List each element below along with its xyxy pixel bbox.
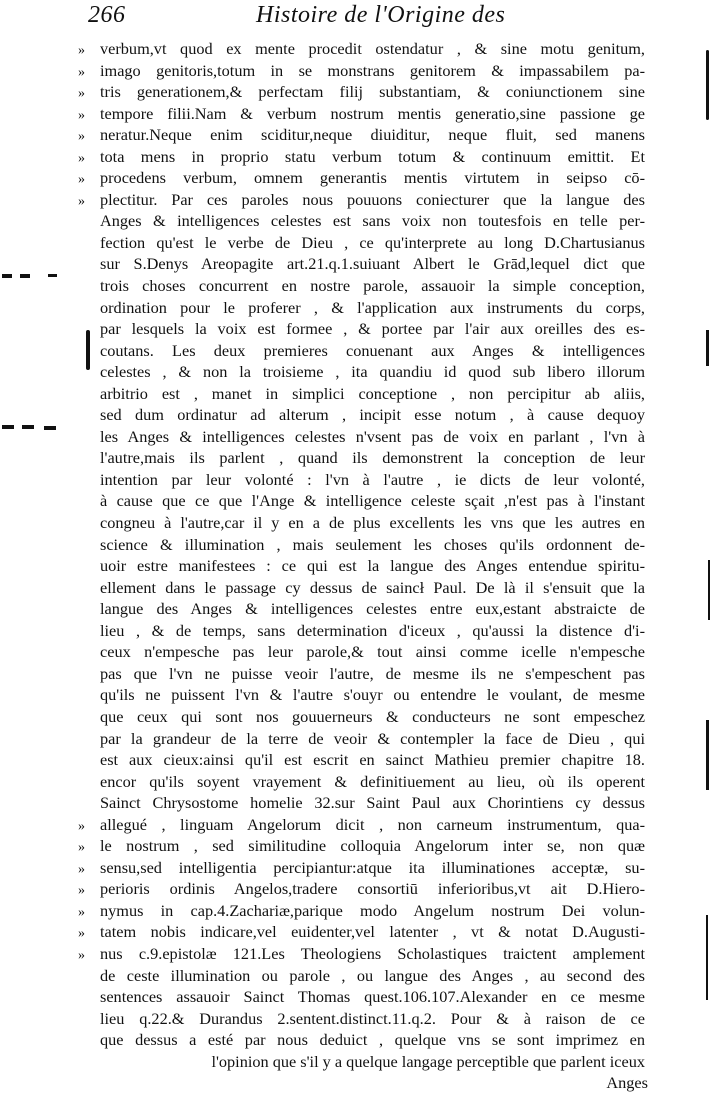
line-text: lieu q.22.& Durandus 2.sentent.distinct.11.q.2. Pour & à raison de ce (100, 1008, 645, 1028)
margin-bracket-mark (708, 560, 710, 620)
text-line (78, 900, 648, 922)
text-line (78, 814, 648, 836)
text-line (78, 641, 648, 663)
text-line (78, 404, 648, 426)
text-line (78, 275, 648, 297)
text-line (78, 792, 648, 814)
text-line (78, 490, 648, 512)
text-line (78, 771, 648, 793)
text-line (78, 103, 648, 125)
line-text: sensu,sed intelligentia percipiantur:atque ita illuminationes acceptæ, su- (100, 857, 645, 877)
line-text: trois choses concurrent en nostre parole, assauoir la simple conception, (100, 276, 645, 296)
text-line (78, 383, 648, 405)
quote-mark: » (78, 818, 85, 834)
text-line (78, 663, 648, 685)
line-text: allegué , linguam Angelorum dicit , non carneum instrumentum, qua- (100, 814, 645, 834)
running-title: Histoire de l'Origine des (256, 2, 506, 28)
quote-mark: » (78, 947, 85, 963)
quote-mark: » (78, 86, 85, 102)
line-text: congneu à l'autre,car il y en a de plus excellents les vns que les autres en (100, 513, 645, 533)
page-header (88, 2, 648, 40)
page-body (78, 38, 648, 1094)
line-text: nymus in cap.4.Zachariæ,parique modo Angelum nostrum Dei volun- (100, 900, 645, 920)
line-text: fection qu'est le verbe de Dieu , ce qu'interprete au long D.Chartusianus (100, 232, 645, 252)
text-line (78, 124, 648, 146)
line-text: ellement dans le passage cy dessus de saincł Paul. De là il s'ensuit que la (100, 577, 645, 597)
quote-mark: » (78, 840, 85, 856)
quote-mark: » (78, 43, 85, 58)
line-text: intention par leur volonté : l'vn à l'autre , ie dicts de leur volonté, (100, 469, 645, 489)
line-text: à cause que ce que l'Ange & intelligence celeste sçait ,n'est pas à l'instant (100, 491, 645, 511)
quote-mark: » (78, 926, 85, 942)
line-text: ordination pour le proferer , & l'application aux instruments du corps, (100, 297, 645, 317)
margin-tick-mark (48, 274, 57, 277)
line-text: tota mens in proprio statu verbum totum & continuum emittit. Et (100, 146, 645, 166)
text-line (78, 921, 648, 943)
text-line (78, 986, 648, 1008)
margin-bracket-mark (86, 330, 90, 370)
margin-tick-mark (2, 425, 14, 429)
line-text: l'autre,mais ils parlent , quand ils demonstrent la conception de leur (100, 448, 645, 468)
text-line (78, 253, 648, 275)
margin-tick-mark (44, 426, 56, 430)
text-line (78, 447, 648, 469)
line-text: Anges & intelligences celestes est sans voix non toutesfois en telle per- (100, 211, 645, 231)
text-line (78, 469, 648, 491)
quote-mark: » (78, 172, 85, 188)
text-line (78, 577, 648, 599)
line-text: de ceste illumination ou parole , ou langue des Anges , au second des (100, 965, 645, 985)
text-line (78, 1029, 648, 1051)
quote-mark: » (78, 883, 85, 899)
line-text: science & illumination , mais seulement les choses qu'ils ordonnent de- (100, 534, 645, 554)
text-line (78, 146, 648, 168)
text-line (78, 835, 648, 857)
margin-tick-mark (20, 274, 30, 278)
quote-mark: » (78, 904, 85, 920)
line-text: tatem nobis indicare,vel euidenter,vel latenter , vt & notat D.Augusti- (100, 922, 645, 942)
quote-mark: » (78, 64, 85, 80)
text-line (78, 1051, 648, 1073)
line-text: verbum,vt quod ex mente procedit ostendatur , & sine motu genitum, (100, 39, 645, 58)
line-text: par la grandeur de la terre de veoir & contempler la face de Dieu , qui (100, 728, 645, 748)
text-line (78, 340, 648, 362)
text-line (78, 943, 648, 965)
text-line (78, 232, 648, 254)
line-text: encor qu'ils soyent vrayement & definitiuement au lieu, où ils operent (100, 771, 645, 791)
line-text: est aux cieux:ainsi qu'il est escrit en sainct Mathieu premier chapitre 18. (100, 750, 645, 770)
text-line (78, 512, 648, 534)
line-text: tempore filii.Nam & verbum nostrum mentis generatio,sine passione ge (100, 103, 645, 123)
line-text: que dessus a esté par nous deduict , quelque vns se sont imprimez en (100, 1030, 645, 1050)
margin-tick-mark (22, 425, 34, 429)
quote-mark: » (78, 129, 85, 145)
line-text: arbitrio est , manet in simplici conceptione , non percipitur ab aliis, (100, 383, 645, 403)
text-line (78, 620, 648, 642)
line-text: tris generationem,& perfectam filij substantiam, & coniunctionem sine (100, 82, 645, 102)
text-line (78, 318, 648, 340)
line-text: langue des Anges & intelligences celestes entre eux,estant abstraicte de (100, 599, 645, 619)
text-line (78, 598, 648, 620)
text-line (78, 534, 648, 556)
text-line (78, 965, 648, 987)
text-line (78, 297, 648, 319)
text-line (78, 555, 648, 577)
margin-bracket-mark (706, 50, 709, 120)
line-text: le nostrum , sed similitudine colloquia Angelorum inter se, non quæ (100, 836, 645, 856)
page-number: 266 (88, 2, 126, 28)
catchword: Anges (606, 1073, 648, 1093)
text-line (78, 684, 648, 706)
text-line (78, 749, 648, 771)
line-text: sur S.Denys Areopagite art.21.q.1.suiuant Albert le Grād,lequel dict que (100, 254, 645, 274)
line-text: les Anges & intelligences celestes n'vsent pas de voix en parlant , l'vn à (100, 426, 645, 446)
quote-mark: » (78, 150, 85, 166)
line-text: coutans. Les deux premieres conuenant aux Anges & intelligences (100, 340, 645, 360)
text-line (78, 210, 648, 232)
text-line (78, 361, 648, 383)
line-text: procedens verbum, omnem generantis mentis virtutem in seipso cō- (100, 168, 645, 188)
quote-mark: » (78, 861, 85, 877)
margin-bracket-mark (706, 915, 708, 1000)
line-text: l'opinion que s'il y a quelque langage perceptible que parlent iceux (211, 1051, 645, 1071)
catchword-line (78, 1072, 648, 1094)
line-text: imago genitoris,totum in se monstrans genitorem & impassabilem pa- (100, 60, 645, 80)
text-line (78, 81, 648, 103)
quote-mark: » (78, 107, 85, 123)
text-line (78, 1008, 648, 1030)
text-line (78, 38, 648, 60)
line-text: pas que l'vn ne puisse veoir l'autre, de mesme ils ne s'empeschent pas (100, 663, 645, 683)
line-text: celestes , & non la troisieme , ita quandiu id quod sub libero illorum (100, 362, 645, 382)
margin-bracket-mark (706, 330, 709, 366)
line-text: lieu , & de temps, sans determination d'iceux , qu'aussi la distence d'i- (100, 620, 645, 640)
text-line (78, 189, 648, 211)
line-text: que ceux qui sont nos gouuerneurs & conducteurs ne sont empeschez (100, 706, 645, 726)
line-text: perioris ordinis Angelos,tradere consortiū inferioribus,vt ait D.Hiero- (100, 879, 645, 899)
line-text: plectitur. Par ces paroles nous pouuons coniecturer que la langue des (100, 189, 645, 209)
text-line (78, 728, 648, 750)
line-text: Sainct Chrysostome homelie 32.sur Saint Paul aux Chorintiens cy dessus (100, 793, 645, 813)
text-line (78, 60, 648, 82)
line-text: nus c.9.epistolæ 121.Les Theologiens Scholastiques traictent amplement (100, 943, 645, 963)
line-text: sentences assauoir Sainct Thomas quest.106.107.Alexander en ce mesme (100, 987, 645, 1007)
text-line (78, 878, 648, 900)
text-lines (78, 38, 648, 1072)
line-text: ceux n'empesche pas leur parole,& tout ainsi comme icelle n'empesche (100, 642, 645, 662)
text-line (78, 706, 648, 728)
line-text: uoir estre manifestees : ce qui est la langue des Anges entendue spiritu- (100, 556, 645, 576)
line-text: neratur.Neque enim sciditur,neque diuiditur, neque fluit, sed manens (100, 125, 645, 145)
text-line (78, 426, 648, 448)
line-text: par lesquels la voix est formee , & portee par l'air aux oreilles des es- (100, 319, 645, 339)
line-text: qu'ils ne puissent l'vn & l'autre s'ouyr ou entendre le voulant, de mesme (100, 685, 645, 705)
margin-tick-mark (2, 274, 12, 278)
text-line (78, 857, 648, 879)
line-text: sed dum ordinatur ad alterum , incipit esse notum , à cause dequoy (100, 405, 645, 425)
text-line (78, 167, 648, 189)
quote-mark: » (78, 193, 85, 209)
margin-bracket-mark (706, 720, 709, 790)
